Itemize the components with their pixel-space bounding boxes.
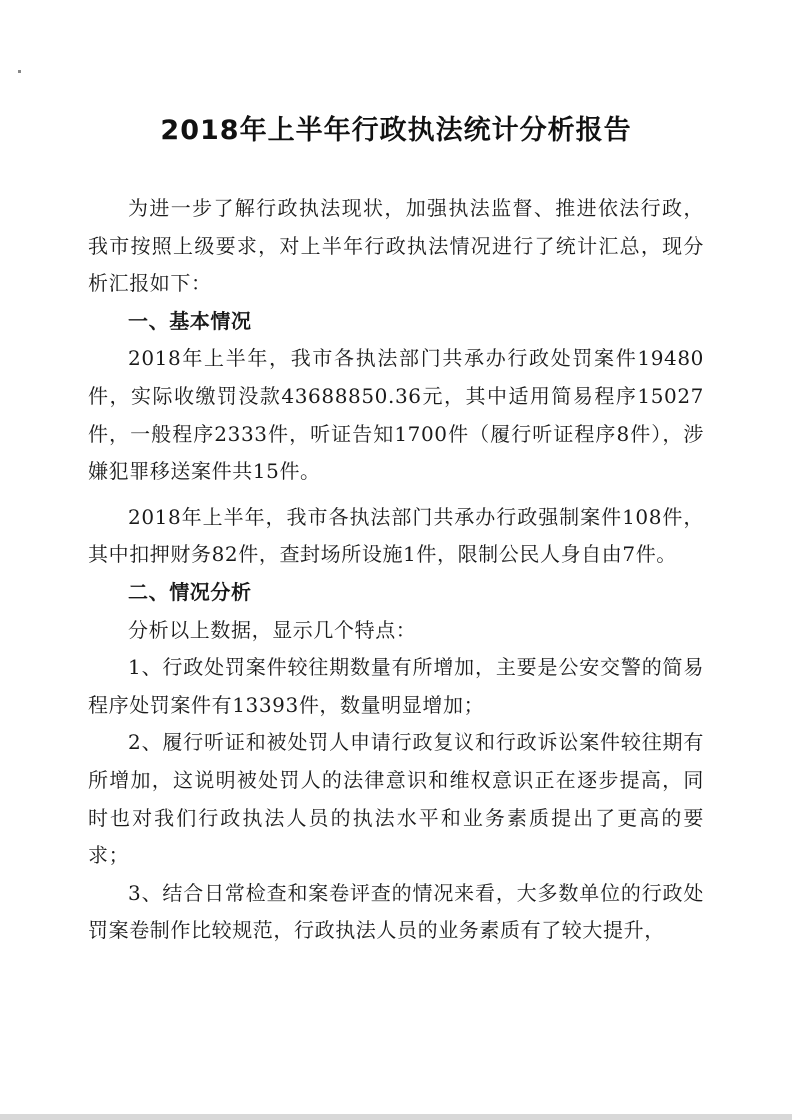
section-heading-analysis: 二、情况分析 [128,579,252,604]
basic-paragraph-1: 2018年上半年，我市各执法部门共承办行政处罚案件19480件，实际收缴罚没款43688850.36元，其中适用简易程序15027件，一般程序2333件，听证告知1700件（履行听证程序8件），涉嫌犯罪移送案件共15件。 [88,346,704,484]
analysis-paragraph-intro: 分析以上数据，显示几个特点： [128,617,417,642]
analysis-point-1: 1、行政处罚案件较往期数量有所增加，主要是公安交警的简易程序处罚案件有13393件，数量明显增加； [88,655,704,717]
scan-mark [18,70,21,73]
analysis-point-2: 2、履行听证和被处罚人申请行政复议和行政诉讼案件较往期有所增加，这说明被处罚人的法律意识和维权意识正在逐步提高，同时也对我们行政执法人员的执法水平和业务素质提出了更高的要求； [88,730,704,868]
basic-paragraph-2: 2018年上半年，我市各执法部门共承办行政强制案件108件，其中扣押财务82件，查封场所设施1件，限制公民人身自由7件。 [88,504,704,567]
document-body [88,190,704,950]
document-title: 2018年上半年行政执法统计分析报告 [160,115,632,146]
page-bottom-edge [0,1114,792,1120]
analysis-point-3: 3、结合日常检查和案卷评查的情况来看，大多数单位的行政处罚案卷制作比较规范，行政执法人员的业务素质有了较大提升， [88,880,704,943]
section-heading-basic: 一、基本情况 [128,308,252,333]
intro-paragraph: 为进一步了解行政执法现状，加强执法监督、推进依法行政，我市按照上级要求，对上半年行政执法情况进行了统计汇总，现分析汇报如下： [88,196,704,296]
